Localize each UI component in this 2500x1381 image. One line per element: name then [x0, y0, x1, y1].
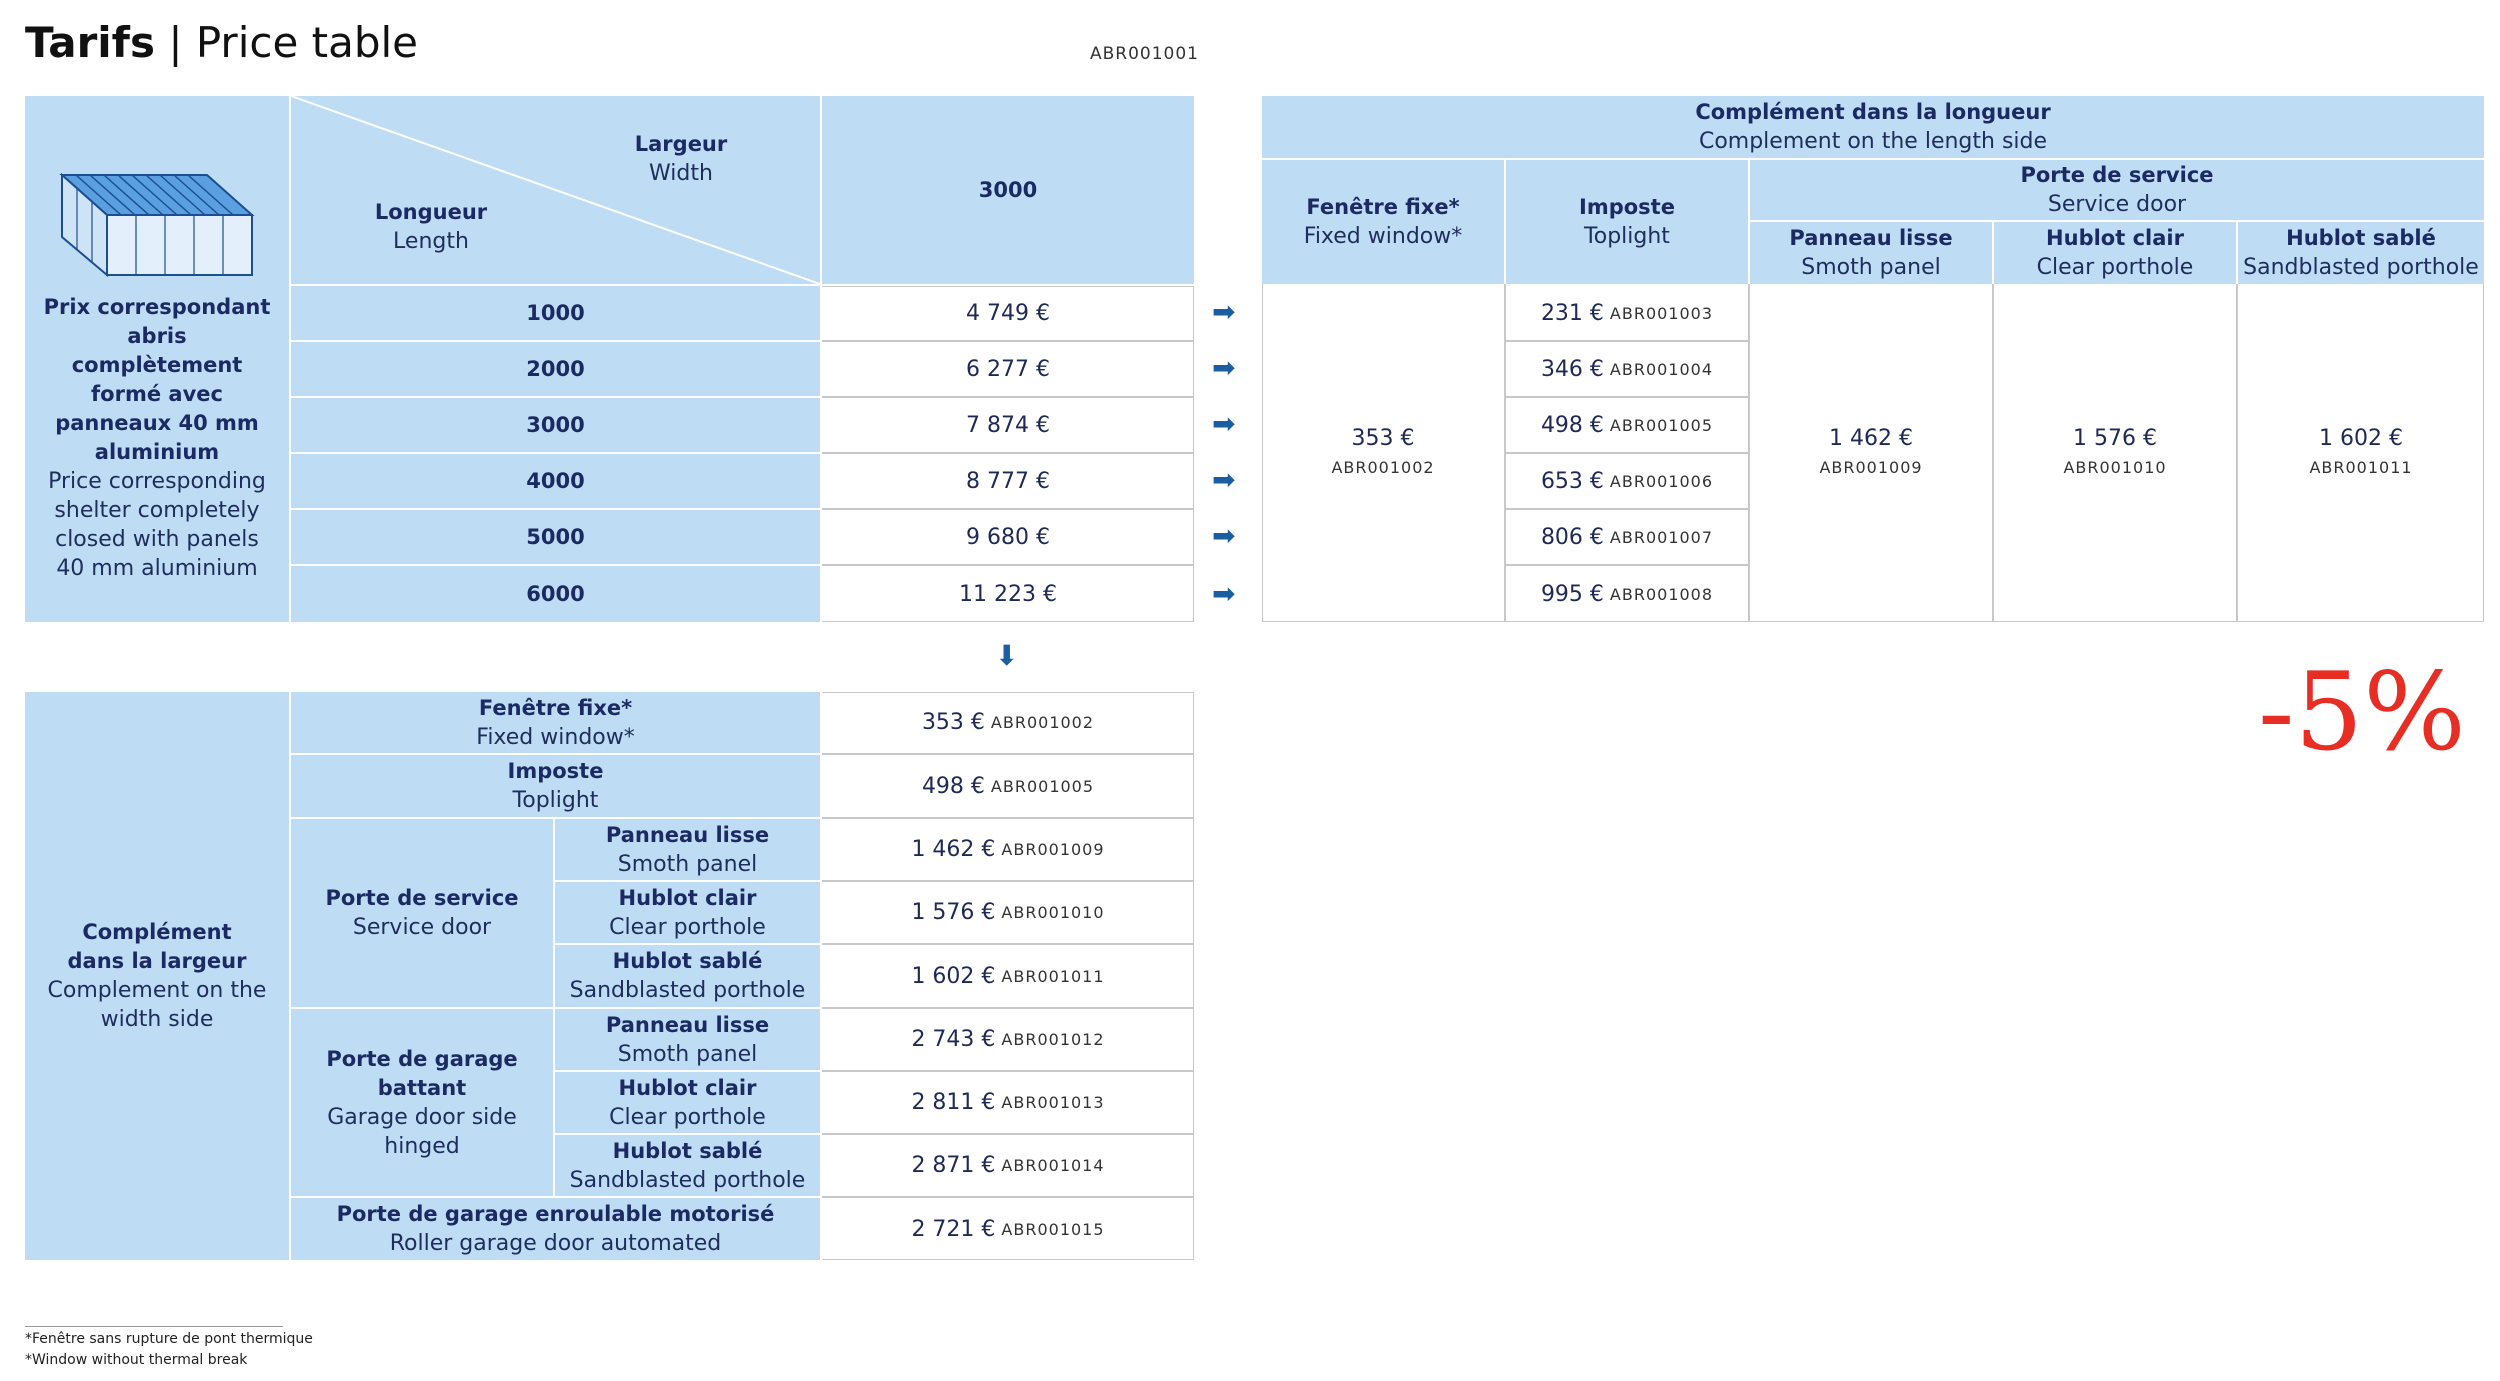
toplight-code: ABR001005 — [1609, 415, 1714, 435]
panel-label-fr: Hublot clair — [2046, 226, 2184, 250]
toplight-label-en: Toplight — [512, 788, 599, 813]
roller-door-label-cell — [291, 1198, 820, 1260]
toplight-price-cell — [1506, 566, 1748, 622]
fixed-window-code: ABR001002 — [1331, 458, 1435, 477]
price-value: 353 € — [921, 710, 985, 735]
length-value: 6000 — [526, 581, 585, 606]
page-title — [25, 18, 418, 67]
price-value: 1 462 € — [911, 837, 996, 862]
price-code: ABR001005 — [990, 776, 1095, 796]
panel-label-en: Sandblasted porthole — [2243, 255, 2479, 280]
price-value: 2 721 € — [911, 1216, 996, 1242]
arrow-right-icon: ➡ — [1212, 463, 1236, 496]
footnote-divider — [25, 1326, 283, 1327]
price-value: 7 874 € — [966, 412, 1050, 438]
option-label-fr: Hublot sablé — [612, 1138, 763, 1163]
toplight-price: 653 € — [1540, 468, 1604, 494]
garage-door-label-en: Garage door side hinged — [327, 1104, 517, 1159]
toplight-price-cell — [1506, 454, 1748, 508]
option-label-fr: Hublot sablé — [612, 949, 763, 973]
smooth-panel-header — [1750, 222, 1992, 284]
footnote-en: *Window without thermal break — [25, 1352, 248, 1368]
fixed-window-label-fr: Fenêtre fixe* — [1306, 195, 1460, 219]
length-value: 2000 — [526, 356, 585, 381]
option-label-fr: Panneau lisse — [605, 822, 770, 847]
option-label-en: Sandblasted porthole — [569, 1167, 806, 1193]
clear-porthole-header — [1994, 222, 2236, 284]
toplight-label-en: Toplight — [1584, 224, 1670, 249]
width-price-cell — [822, 1198, 1194, 1260]
panel-label-fr: Hublot sablé — [2286, 226, 2436, 250]
length-value: 1000 — [526, 300, 585, 325]
toplight-label-fr: Imposte — [1579, 195, 1675, 219]
length-value: 5000 — [526, 524, 585, 549]
toplight-price-cell — [1506, 286, 1748, 340]
width-value-header — [822, 96, 1194, 284]
price-code: ABR001012 — [1001, 1030, 1105, 1049]
price-cell — [822, 342, 1194, 396]
garage-door-option-cell — [555, 1009, 820, 1070]
toplight-price-cell — [1506, 398, 1748, 452]
price-cell — [822, 566, 1194, 622]
width-price-cell — [822, 1009, 1194, 1070]
option-label-en: Sandblasted porthole — [569, 978, 806, 1003]
reference-code: ABR001001 — [1090, 44, 1199, 64]
price-value: 2 743 € — [911, 1027, 996, 1052]
price-value: 1 576 € — [911, 900, 996, 925]
price-value: 9 680 € — [966, 524, 1050, 550]
toplight-price: 346 € — [1540, 356, 1604, 382]
toplight-header — [1506, 160, 1748, 284]
title-separator: | — [168, 18, 183, 67]
arrow-right-icon: ➡ — [1212, 295, 1236, 328]
shelter-icon — [52, 135, 262, 283]
toplight-label-fr: Imposte — [507, 759, 604, 783]
service-door-price-cell — [1750, 284, 1992, 622]
length-cell — [291, 286, 820, 340]
arrow-right-icon: ➡ — [1212, 577, 1236, 610]
price-value: 1 602 € — [911, 963, 996, 989]
roller-door-label-fr: Porte de garage enroulable motorisé — [336, 1202, 775, 1226]
width-complement-title-en: Complement on the width side — [47, 978, 267, 1032]
length-cell — [291, 566, 820, 622]
title-rest: Price table — [195, 18, 419, 67]
product-label-fr: Prix correspondant abris complètement formé avec panneaux 40 mm aluminium — [43, 295, 271, 464]
service-door-label-en: Service door — [2047, 192, 2187, 217]
arrow-right-icon: ➡ — [1212, 351, 1236, 384]
panel-label-en: Clear porthole — [2036, 255, 2194, 280]
price-value: 6 277 € — [966, 356, 1050, 382]
discount-badge: -5% — [2258, 650, 2466, 775]
length-complement-title-fr: Complément dans la longueur — [1695, 100, 2051, 124]
option-label-fr: Hublot clair — [618, 885, 757, 910]
toplight-price: 995 € — [1540, 581, 1604, 607]
garage-door-label-fr: Porte de garage battant — [326, 1046, 518, 1100]
service-door-label-en: Service door — [352, 915, 492, 940]
service-door-price: 1 576 € — [2073, 426, 2157, 451]
option-label-en: Smoth panel — [617, 1041, 758, 1067]
service-door-option-cell — [555, 882, 820, 943]
price-cell — [822, 398, 1194, 452]
arrow-down-icon: ⬇ — [995, 639, 1019, 672]
toplight-price: 231 € — [1540, 300, 1604, 326]
toplight-label-cell — [291, 755, 820, 817]
length-cell — [291, 398, 820, 452]
price-code: ABR001011 — [1001, 966, 1105, 986]
toplight-code: ABR001007 — [1609, 527, 1714, 547]
width-price-cell — [822, 1072, 1194, 1133]
length-complement-header — [1262, 96, 2484, 158]
sandblasted-porthole-header — [2238, 222, 2484, 284]
price-cell — [822, 286, 1194, 340]
service-door-code: ABR001010 — [2063, 458, 2167, 477]
service-door-code: ABR001009 — [1819, 458, 1923, 477]
toplight-price-cell — [1506, 510, 1748, 564]
length-label-fr: Longueur — [374, 200, 488, 224]
title-bold: Tarifs — [25, 18, 155, 67]
panel-label-en: Smoth panel — [1801, 255, 1941, 280]
fixed-window-label-fr: Fenêtre fixe* — [478, 695, 633, 720]
fixed-window-price: 353 € — [1351, 426, 1415, 451]
fixed-window-label-cell — [291, 692, 820, 753]
service-door-header — [1750, 160, 2484, 220]
toplight-price: 498 € — [1540, 412, 1604, 438]
fixed-window-label-en: Fixed window* — [1303, 224, 1463, 249]
fixed-window-label-en: Fixed window* — [476, 724, 635, 750]
length-value: 4000 — [526, 468, 585, 493]
length-label-en: Length — [393, 229, 469, 254]
price-value: 8 777 € — [966, 468, 1050, 494]
toplight-code: ABR001003 — [1609, 303, 1714, 323]
arrow-right-icon: ➡ — [1212, 519, 1236, 552]
price-code: ABR001009 — [1001, 840, 1105, 859]
dimension-header — [291, 96, 820, 284]
length-complement-title-en: Complement on the length side — [1698, 129, 2048, 154]
garage-door-group-cell — [291, 1009, 553, 1196]
price-cell — [822, 510, 1194, 564]
price-value: 498 € — [921, 773, 985, 799]
option-label-en: Clear porthole — [609, 914, 766, 940]
price-code: ABR001010 — [1001, 903, 1105, 922]
service-door-label-fr: Porte de service — [2020, 163, 2214, 187]
service-door-price-cell — [1994, 284, 2236, 622]
price-value: 2 811 € — [911, 1090, 996, 1115]
option-label-en: Smoth panel — [617, 851, 758, 877]
service-door-label-fr: Porte de service — [325, 886, 519, 910]
service-door-group-cell — [291, 819, 553, 1007]
option-label-fr: Panneau lisse — [605, 1012, 770, 1037]
width-complement-header — [25, 692, 289, 1260]
service-door-price-cell — [2238, 284, 2484, 622]
price-code: ABR001015 — [1001, 1219, 1105, 1239]
width-price-cell — [822, 945, 1194, 1007]
width-price-cell — [822, 1135, 1194, 1196]
price-cell — [822, 454, 1194, 508]
price-value: 4 749 € — [966, 300, 1050, 326]
length-cell — [291, 342, 820, 396]
price-code: ABR001002 — [990, 713, 1095, 732]
toplight-code: ABR001004 — [1609, 359, 1714, 379]
width-value: 3000 — [978, 177, 1038, 202]
option-label-fr: Hublot clair — [618, 1075, 757, 1100]
price-value: 2 871 € — [911, 1153, 996, 1178]
product-label-en: Price corresponding shelter completely closed with panels 40 mm aluminium — [48, 469, 266, 581]
width-label-fr: Largeur — [634, 132, 728, 156]
garage-door-option-cell — [555, 1072, 820, 1133]
width-price-cell — [822, 755, 1194, 817]
product-cell — [25, 96, 289, 622]
roller-door-label-en: Roller garage door automated — [389, 1231, 722, 1256]
toplight-code: ABR001008 — [1609, 584, 1714, 604]
arrow-right-icon: ➡ — [1212, 407, 1236, 440]
panel-label-fr: Panneau lisse — [1789, 226, 1953, 250]
toplight-price-cell — [1506, 342, 1748, 396]
length-cell — [291, 510, 820, 564]
toplight-code: ABR001006 — [1609, 471, 1714, 491]
toplight-price: 806 € — [1540, 524, 1604, 550]
service-door-price: 1 462 € — [1829, 426, 1913, 451]
garage-door-option-cell — [555, 1135, 820, 1196]
width-complement-title-fr: Complément dans la largeur — [67, 920, 247, 973]
price-code: ABR001013 — [1001, 1093, 1105, 1112]
length-cell — [291, 454, 820, 508]
price-value: 11 223 € — [959, 581, 1057, 607]
service-door-price: 1 602 € — [2319, 426, 2403, 451]
width-price-cell — [822, 692, 1194, 753]
fixed-window-header — [1262, 160, 1504, 284]
service-door-option-cell — [555, 819, 820, 880]
footnote-fr: *Fenêtre sans rupture de pont thermique — [25, 1331, 313, 1347]
length-value: 3000 — [526, 412, 585, 437]
fixed-window-price-cell — [1262, 284, 1504, 622]
width-price-cell — [822, 882, 1194, 943]
service-door-option-cell — [555, 945, 820, 1007]
option-label-en: Clear porthole — [609, 1104, 766, 1130]
width-price-cell — [822, 819, 1194, 880]
price-code: ABR001014 — [1001, 1156, 1105, 1175]
service-door-code: ABR001011 — [2309, 458, 2413, 477]
width-label-en: Width — [649, 161, 713, 186]
